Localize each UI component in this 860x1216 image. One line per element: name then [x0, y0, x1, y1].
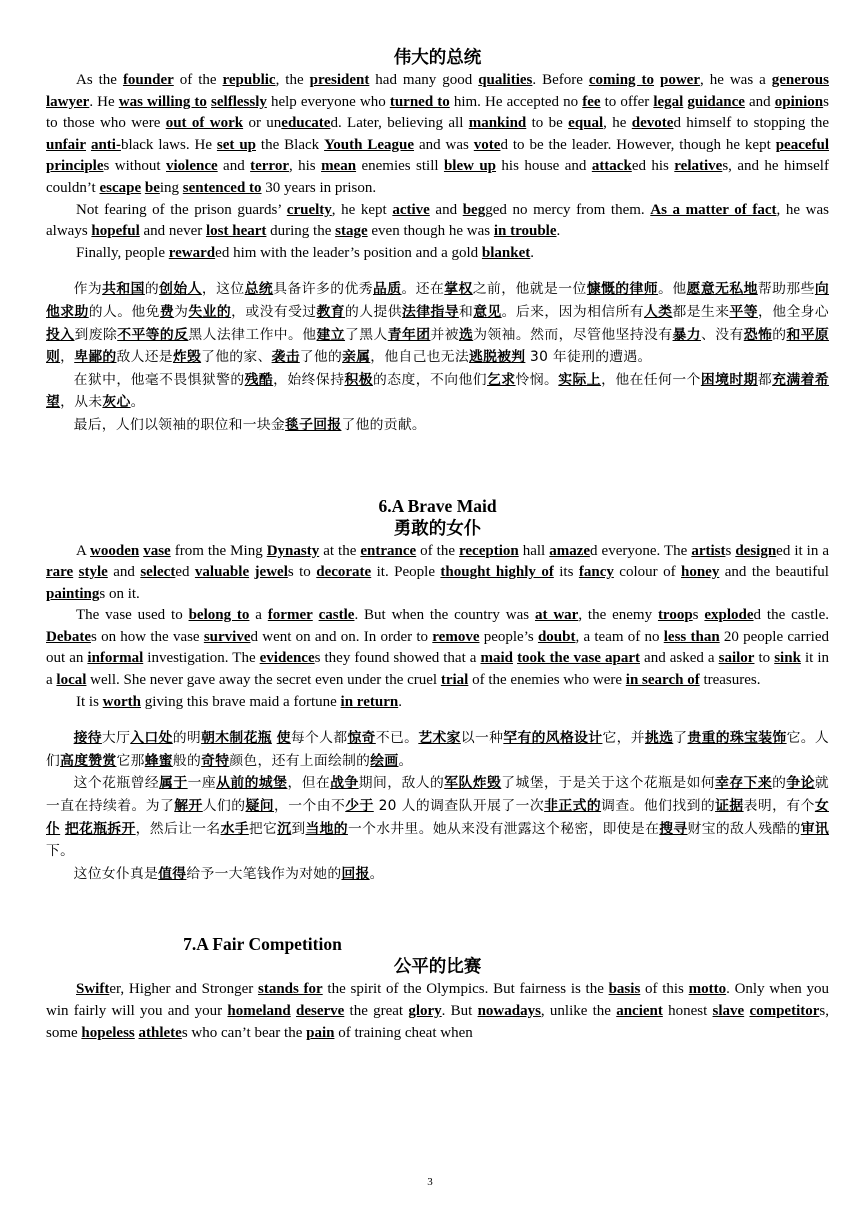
spacer [46, 437, 829, 495]
page-number: 3 [427, 1176, 433, 1188]
section7-en-paragraph: Swifter, Higher and Stronger stands for the spirit of the Olympics. But fairness is the basis of this motto. Only when you win fairly will you and your homeland deserve the great glory. But nowadays, unlike the ancient honest slave competitors, some hopeless athletes who can’t bear the pain of training cheat when [46, 981, 829, 1041]
section6-en-paragraph: It is worth giving this brave maid a fortune in return. [76, 693, 402, 710]
section5-title-cn: 伟大的总统 [393, 48, 482, 68]
section6-en-paragraph: A wooden vase from the Ming Dynasty at the entrance of the reception hall amazed everyone. The artists designed it in a rare style and selected valuable jewels to decorate it. People thought highly of its fancy colour of honey and the beautiful paintings on it. [46, 542, 829, 602]
section5-cn-paragraph: 作为共和国的创始人，这位总统具备许多的优秀品质。还在掌权之前，他就是一位慷慨的律师。他愿意无私地帮助那些向他求助的人。他免费为失业的，或没有受过教育的人提供法律指导和意见。后来，因为相信所有人类都是生来平等，他全身心投入到废除不平等的反黑人法律工作中。他建立了黑人青年团并被选为领袖。然而，尽管他坚持没有暴力、没有恐怖的和平原则，卑鄙的敌人还是炸毁了他的家、袭击了他的亲属，他自己也无法逃脱被判 30 年徒刑的遭遇。 [46, 281, 830, 366]
section6-title-en: 6.A Brave Maid [378, 495, 497, 516]
spacer [46, 885, 829, 933]
section7-title-en: 7.A Fair Competition [183, 934, 342, 955]
page-content [46, 46, 829, 1044]
section5-en-paragraph: Finally, people rewarded him with the leader’s position and a gold blanket. [76, 244, 535, 261]
spacer [46, 713, 829, 727]
section5-cn-paragraph: 在狱中，他毫不畏惧狱警的残酷，始终保持积极的态度，不向他们乞求怜悯。实际上，他在任何一个困境时期都充满着希望，从未灰心。 [46, 371, 830, 411]
section6-title-cn: 勇敢的女仆 [393, 518, 482, 539]
section5-en-paragraph: Not fearing of the prison guards’ cruelty, he kept active and begged no mercy from them. As a matter of fact, he was always hopeful and never lost heart during the stage even though he was in trouble. [46, 201, 829, 240]
section6-cn-paragraph: 这个花瓶曾经属于一座从前的城堡，但在战争期间，敌人的军队炸毁了城堡，于是关于这个花瓶是如何幸存下来的争论就一直在持续着。为了解开人们的疑问，一个由不少于 20 人的调查队开展了一次非正式的调查。他们找到的证据表明，有个女仆 把花瓶拆开，然后让一名水手把它沉到当地的一个水井里。她从来没有泄露这个秘密，即使是在搜寻财宝的敌人残酷的审讯下。 [46, 775, 830, 860]
spacer [46, 264, 829, 278]
section6-cn-paragraph: 这位女仆真是值得给予一大笔钱作为对她的回报。 [73, 865, 384, 882]
section5-en-paragraph: As the founder of the republic, the president had many good qualities. Before coming to power, he was a generous lawyer. He was willing to selflessly help everyone who turned to him. He accepted no fee to offer legal guidance and opinions to those who were out of work or uneducated. Later, believing all mankind to be equal, he devoted himself to stopping the unfair anti-black laws. He set up the Black Youth League and was voted to be the leader. However, though he kept peaceful principles without violence and terror, his mean enemies still blew up his house and attacked his relatives, and he himself couldn’t escape being sentenced to 30 years in prison. [46, 72, 830, 196]
section6-en-paragraph: The vase used to belong to a former castle. But when the country was at war, the enemy troops exploded the castle. Debates on how the vase survived went on and on. In order to remove people’s doubt, a team of no less than 20 people carried out an informal investigation. The evidences they found showed that a maid took the vase apart and asked a sailor to sink it in a local well. She never gave away the secret even under the cruel trial of the enemies who were in search of treasures. [46, 607, 830, 689]
section7-title-cn: 公平的比赛 [393, 957, 482, 978]
section5-cn-paragraph: 最后，人们以领袖的职位和一块金毯子回报了他的贡献。 [73, 416, 427, 433]
section6-cn-paragraph: 接待大厅入口处的明朝木制花瓶 使每个人都惊奇不已。艺术家以一种罕有的风格设计它，并挑选了贵重的珠宝装饰它。人们高度赞赏它那蜂蜜般的奇特颜色，还有上面绘制的绘画。 [46, 730, 830, 769]
